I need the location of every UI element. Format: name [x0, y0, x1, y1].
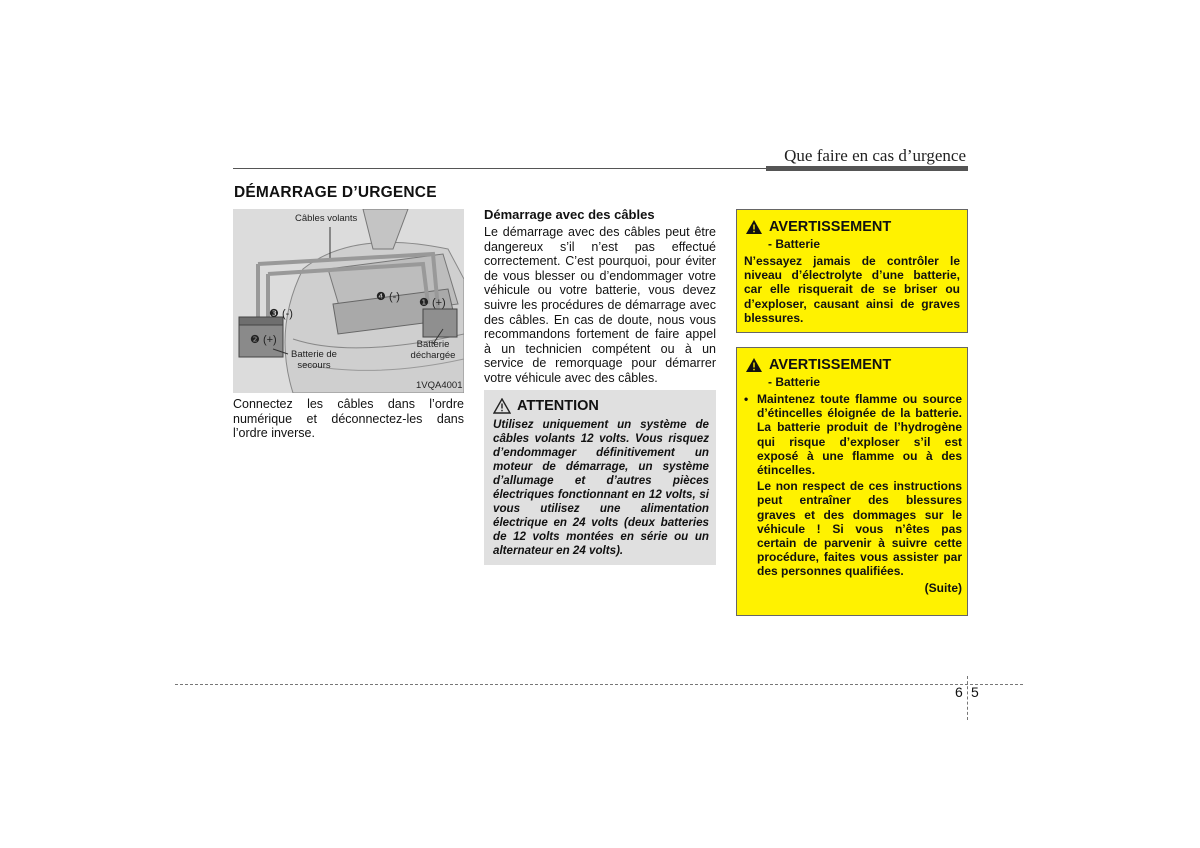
warning-text: N’essayez jamais de contrôler le niveau d’électrolyte d’une batterie, car elle risquerait de se briser ou d’exploser, causant ainsi de graves blessures. — [744, 254, 960, 325]
header-rule-accent — [766, 166, 968, 171]
warning-subtitle: - Batterie — [768, 237, 821, 251]
warning-header — [745, 357, 891, 373]
figure-code: 1VQA4001 — [416, 380, 463, 391]
subsection-heading: Démarrage avec des câbles — [484, 207, 655, 222]
warning-title: AVERTISSEMENT — [769, 357, 892, 373]
footer-divider — [967, 676, 968, 720]
attention-title: ATTENTION — [517, 398, 599, 414]
label-discharged-battery: Batterie déchargée — [410, 339, 456, 361]
page-number-page: 5 — [971, 684, 979, 700]
page-number-chapter: 6 — [955, 684, 963, 700]
attention-text: Utilisez uniquement un système de câbles volants 12 volts. Vous risquez d’endommager définitivement un moteur de démarrage, un système d’allumage et d’autres pièces électriques fonctionnant en 12 volts, si vous utilisez une alimentation électrique en 24 volts (deux batteries de 12 volts montées en série ou un alternateur en 24 volts). — [493, 418, 709, 557]
attention-box — [484, 390, 716, 565]
warning-triangle-icon — [745, 357, 763, 373]
figure-caption-text: Connectez les câbles dans l’ordre numérique et déconnectez-les dans l’ordre inverse. — [233, 397, 464, 440]
warning-list — [744, 392, 962, 595]
warning-subtitle: - Batterie — [768, 375, 821, 389]
attention-header — [493, 398, 599, 414]
list-item — [744, 392, 962, 477]
caution-triangle-icon — [493, 398, 511, 414]
jump-start-paragraph: Le démarrage avec des câbles peut être dangereux s’il n’est pas effectué correctement. C’est pourquoi, pour éviter de vous blesser ou d’endommager votre véhicule ou votre batterie, vous devez suivre les procédures de démarrage avec des câbles. En cas de doute, nous vous recommandons fortement de faire appel à un technicien compétent ou à un service de remorquage pour démarrer votre véhicule avec des câbles. — [484, 225, 716, 385]
header-rule — [233, 168, 766, 169]
bullet: • — [744, 392, 749, 406]
label-jumper-cables: Câbles volants — [295, 213, 358, 224]
marker-2: ❷ (+) — [250, 334, 277, 346]
running-header-title: Que faire en cas d’urgence — [784, 146, 966, 165]
warning-item-text: Maintenez toute flamme ou source d’étincelles éloignée de la batterie. La batterie produit de l’hydrogène qui risque d’exploser s’il est exposé à une flamme ou à des étincelles. — [757, 392, 962, 478]
warning-header — [745, 219, 891, 235]
warning-item-text-2: Le non respect de ces instructions peut entraîner des blessures graves et des dommages sur le véhicule ! Si vous n’êtes pas certain de parvenir à suivre cette procédure, faites vous assister par des personnes qualifiées. — [757, 479, 962, 579]
warning-box-2 — [736, 347, 968, 616]
marker-4: ❹ (-) — [376, 291, 400, 303]
continued-label: (Suite) — [924, 580, 962, 595]
warning-title: AVERTISSEMENT — [769, 219, 892, 235]
marker-1: ❶ (+) — [419, 297, 446, 309]
warning-box-1 — [736, 209, 968, 333]
marker-3: ❸ (-) — [269, 308, 293, 320]
label-booster-battery: Batterie de secours — [291, 349, 337, 371]
warning-triangle-icon — [745, 219, 763, 235]
jump-start-illustration — [233, 209, 464, 393]
section-title: DÉMARRAGE D’URGENCE — [234, 184, 437, 201]
footer-rule — [175, 684, 1023, 685]
